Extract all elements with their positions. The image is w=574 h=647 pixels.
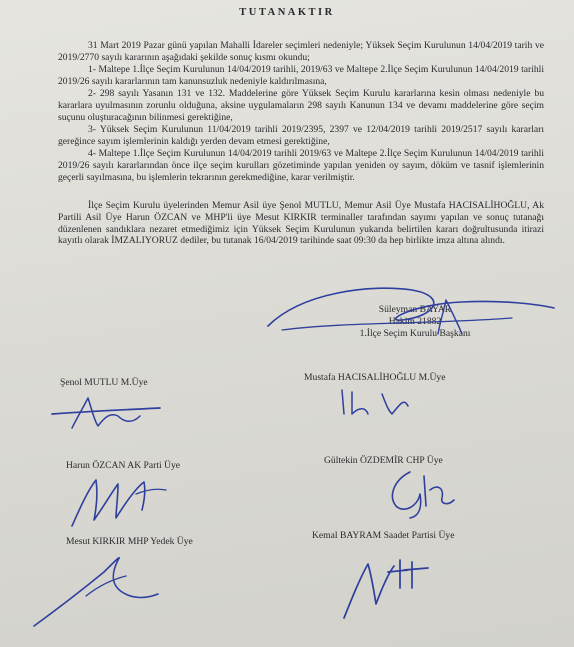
bayram-signature (338, 548, 438, 622)
judge-name: Süleyman BAYAR (378, 304, 452, 315)
ozcan-signature (66, 470, 176, 532)
ozdemir-signature (380, 466, 460, 522)
mutlu-signature (48, 394, 168, 434)
judge-signature (262, 282, 562, 352)
member-label-bayram: Kemal BAYRAM Saadet Partisi Üye (312, 530, 455, 541)
hacisalihoglu-signature (330, 384, 430, 420)
decision-item-3: 3- Yüksek Seçim Kurulunun 11/04/2019 tarihli 2019/2395, 2397 ve 12/04/2019 tarihli 2019/2517 sayılı kararları gereğince sayım işlemlerinin kaldığı yerden devam etmesi gerektiğine, (58, 124, 544, 147)
intro-paragraph: 31 Mart 2019 Pazar günü yapılan Mahalli İdareler seçimleri nedeniyle; Yüksek Seçim Kurulunun 14/04/2019 tarih ve 2019/2770 sayılı kararının aşağıdaki şekilde sonuç kısmı okundu; (58, 40, 544, 63)
minutes-paragraph: İlçe Seçim Kurulu üyelerinden Memur Asil üye Şenol MUTLU, Memur Asil Üye Mustafa HACISALİHOĞLU, Ak Partili Asil Üye Harun ÖZCAN ve MHP'li üye Mesut KIRKIR terminaller tarafından sayımı yapılan ve sonuç tutanağı düzenlenen sandıklara nezaret etmediğimiz için Yüksek Seçim Kurulunun yukarıda belirtilen kararı doğrultusunda itirazi kayıtlı olarak İMZALIYORUZ dediler, bu tutanak 16/04/2019 tarihinde saat 09:30 da hep birlikte imza altına alındı. (58, 200, 544, 247)
decision-item-2: 2- 298 sayılı Yasanın 131 ve 132. Maddelerine göre Yüksek Seçim Kurulu kararlarına kesin olması nedeniyle bu kararlara uyulmasının zorunlu olduğuna, aksine uygulamaların 298 sayılı Kanunun 134 ve devamı maddelerine göre seçim suçunu oluşturacağının bilinmesi gerektiğine, (58, 88, 544, 123)
member-label-ozdemir: Gültekin ÖZDEMİR CHP Üye (324, 455, 443, 466)
decision-item-1: 1- Maltepe 1.İlçe Seçim Kurulunun 14/04/2019 tarihli, 2019/63 ve Maltepe 2.İlçe Seçim Kurulunun 14/04/2019 tarihli 2019/26 sayılı kararlarının tam kanunsuzluk nedeniyle kaldırılmasına, (58, 64, 544, 87)
member-label-ozcan: Harun ÖZCAN AK Parti Üye (66, 460, 181, 471)
decision-item-4: 4- Maltepe 1.İlçe Seçim Kurulunun 14/04/2019 tarihli 2019/63 ve Maltepe 2.İlçe Seçim Kurulunun 14/04/2019 tarihli 2019/26 sayılı kararlarından önce ilçe seçim kurulları gözetiminde yapılan yeniden oy sayım, döküm ve tasnif işlemlerinin geçerli sayılmasına, bu işlemlerin tekrarının gerekmediğine, karar verilmiştir. (58, 148, 544, 183)
judge-title: Hakim 21882 (388, 316, 442, 327)
member-label-mutlu: Şenol MUTLU M.Üye (60, 377, 148, 388)
document-title: TUTANAKTIR (239, 7, 335, 18)
judge-role: 1.İlçe Seçim Kurulu Başkanı (359, 328, 471, 339)
member-label-hacisalihoglu: Mustafa HACISALİHOĞLU M.Üye (304, 372, 446, 383)
kirkir-signature (26, 550, 166, 630)
member-label-kirkir: Mesut KIRKIR MHP Yedek Üye (66, 536, 193, 547)
